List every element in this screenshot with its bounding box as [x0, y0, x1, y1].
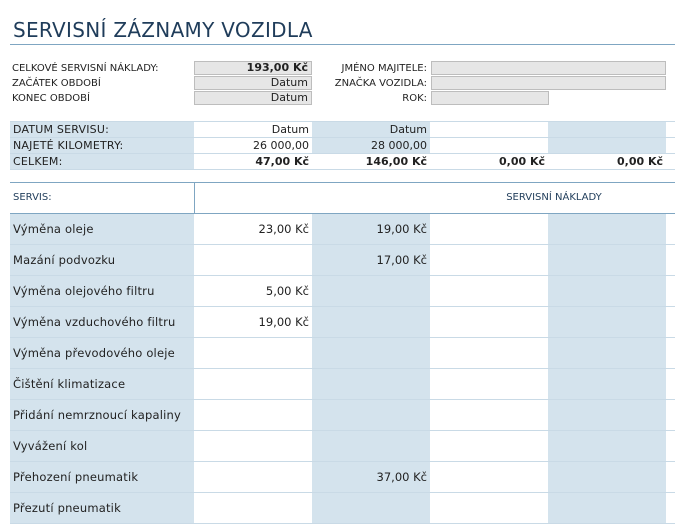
services-table: [10, 182, 675, 524]
year-label: ROK:: [402, 93, 427, 104]
service-row: [10, 245, 675, 276]
service-cost-cell[interactable]: [430, 462, 548, 492]
service-cost-cell[interactable]: [194, 431, 312, 461]
service-cost-cell[interactable]: [548, 214, 666, 244]
service-label: Vyvážení kol: [10, 431, 194, 461]
service-label: Přehození pneumatik: [10, 462, 194, 492]
service-label: Přidání nemrznoucí kapaliny: [10, 400, 194, 430]
service-row: [10, 369, 675, 400]
service-cost-cell[interactable]: [312, 276, 430, 306]
cell: 0,00 Kč: [616, 155, 663, 168]
period-start-field[interactable]: Datum: [194, 76, 312, 90]
services-header-label: SERVIS:: [13, 192, 52, 203]
service-cost-cell[interactable]: [312, 369, 430, 399]
row-label: DATUM SERVISU:: [10, 122, 194, 137]
cell: 0,00 Kč: [498, 155, 545, 168]
service-cost-cell[interactable]: [194, 245, 312, 275]
period-start-label: ZAČÁTEK OBDOBÍ: [12, 78, 101, 89]
mileage-row: [10, 138, 675, 154]
service-label: Přezutí pneumatik: [10, 493, 194, 523]
service-row: [10, 276, 675, 307]
cell: 47,00 Kč: [255, 155, 309, 168]
period-end-label: KONEC OBDOBÍ: [12, 93, 90, 104]
owner-name-label: JMÉNO MAJITELE:: [341, 63, 427, 74]
service-cost-cell[interactable]: [194, 338, 312, 368]
vehicle-brand-field[interactable]: [431, 76, 666, 90]
service-cost-cell[interactable]: [430, 338, 548, 368]
service-cost-cell[interactable]: [194, 462, 312, 492]
cell[interactable]: [430, 138, 548, 153]
service-cost-cell[interactable]: [194, 369, 312, 399]
service-cost-cell[interactable]: [548, 400, 666, 430]
cell[interactable]: [548, 122, 666, 137]
service-cost-cell[interactable]: [430, 369, 548, 399]
service-cost-cell[interactable]: 37,00 Kč: [312, 462, 430, 492]
service-cost-cell[interactable]: 19,00 Kč: [312, 214, 430, 244]
service-label: Výměna převodového oleje: [10, 338, 194, 368]
service-date-row: [10, 121, 675, 138]
service-cost-cell[interactable]: [194, 400, 312, 430]
year-field[interactable]: [431, 91, 549, 105]
service-cost-cell[interactable]: 5,00 Kč: [265, 284, 309, 298]
service-row: [10, 307, 675, 338]
row-label: CELKEM:: [10, 154, 194, 169]
service-cost-cell[interactable]: 23,00 Kč: [258, 222, 309, 236]
service-cost-cell[interactable]: [548, 493, 666, 523]
cell[interactable]: 26 000,00: [253, 139, 309, 152]
service-label: Mazání podvozku: [10, 245, 194, 275]
service-label: Výměna oleje: [10, 214, 194, 244]
service-cost-cell[interactable]: [430, 245, 548, 275]
service-cost-cell[interactable]: [430, 276, 548, 306]
vehicle-brand-label: ZNAČKA VOZIDLA:: [334, 78, 427, 89]
service-cost-cell[interactable]: [548, 245, 666, 275]
service-cost-cell[interactable]: [548, 338, 666, 368]
service-row: [10, 400, 675, 431]
service-cost-cell[interactable]: [430, 431, 548, 461]
service-cost-cell[interactable]: [430, 307, 548, 337]
service-cost-cell[interactable]: [312, 493, 430, 523]
owner-name-field[interactable]: [431, 61, 666, 75]
cell[interactable]: [548, 138, 666, 153]
service-cost-cell[interactable]: [548, 369, 666, 399]
service-row: [10, 338, 675, 369]
service-row: [10, 493, 675, 524]
page-title: SERVISNÍ ZÁZNAMY VOZIDLA: [13, 18, 313, 42]
cell: 146,00 Kč: [365, 155, 427, 168]
service-row: [10, 214, 675, 245]
service-cost-cell[interactable]: [312, 338, 430, 368]
service-cost-cell[interactable]: [312, 307, 430, 337]
cell[interactable]: [430, 122, 548, 137]
row-label: NAJETÉ KILOMETRY:: [10, 138, 194, 153]
service-cost-cell[interactable]: 19,00 Kč: [258, 315, 309, 329]
total-cost-label: CELKOVÉ SERVISNÍ NÁKLADY:: [12, 63, 159, 74]
services-header: [10, 182, 675, 214]
service-cost-cell[interactable]: 17,00 Kč: [312, 245, 430, 275]
service-cost-cell[interactable]: [548, 431, 666, 461]
title-divider: [10, 44, 675, 45]
service-cost-cell[interactable]: [430, 214, 548, 244]
cell[interactable]: Datum: [271, 123, 309, 136]
service-cost-cell[interactable]: [430, 493, 548, 523]
service-cost-cell[interactable]: [430, 400, 548, 430]
cell[interactable]: Datum: [312, 122, 430, 137]
header-divider: [194, 183, 195, 213]
service-row: [10, 462, 675, 493]
service-cost-cell[interactable]: [548, 276, 666, 306]
service-cost-cell[interactable]: [194, 493, 312, 523]
service-row: [10, 431, 675, 462]
service-cost-cell[interactable]: [548, 462, 666, 492]
service-cost-cell[interactable]: [548, 307, 666, 337]
service-label: Výměna olejového filtru: [10, 276, 194, 306]
cell[interactable]: 28 000,00: [312, 138, 430, 153]
service-label: Výměna vzduchového filtru: [10, 307, 194, 337]
service-cost-cell[interactable]: [312, 400, 430, 430]
service-label: Čištění klimatizace: [10, 369, 194, 399]
total-cost-value[interactable]: 193,00 Kč: [194, 61, 312, 75]
service-cost-cell[interactable]: [312, 431, 430, 461]
total-row: [10, 154, 675, 170]
service-costs-header: SERVISNÍ NÁKLADY: [506, 192, 602, 203]
period-end-field[interactable]: Datum: [194, 91, 312, 105]
summary-table: [10, 121, 675, 170]
